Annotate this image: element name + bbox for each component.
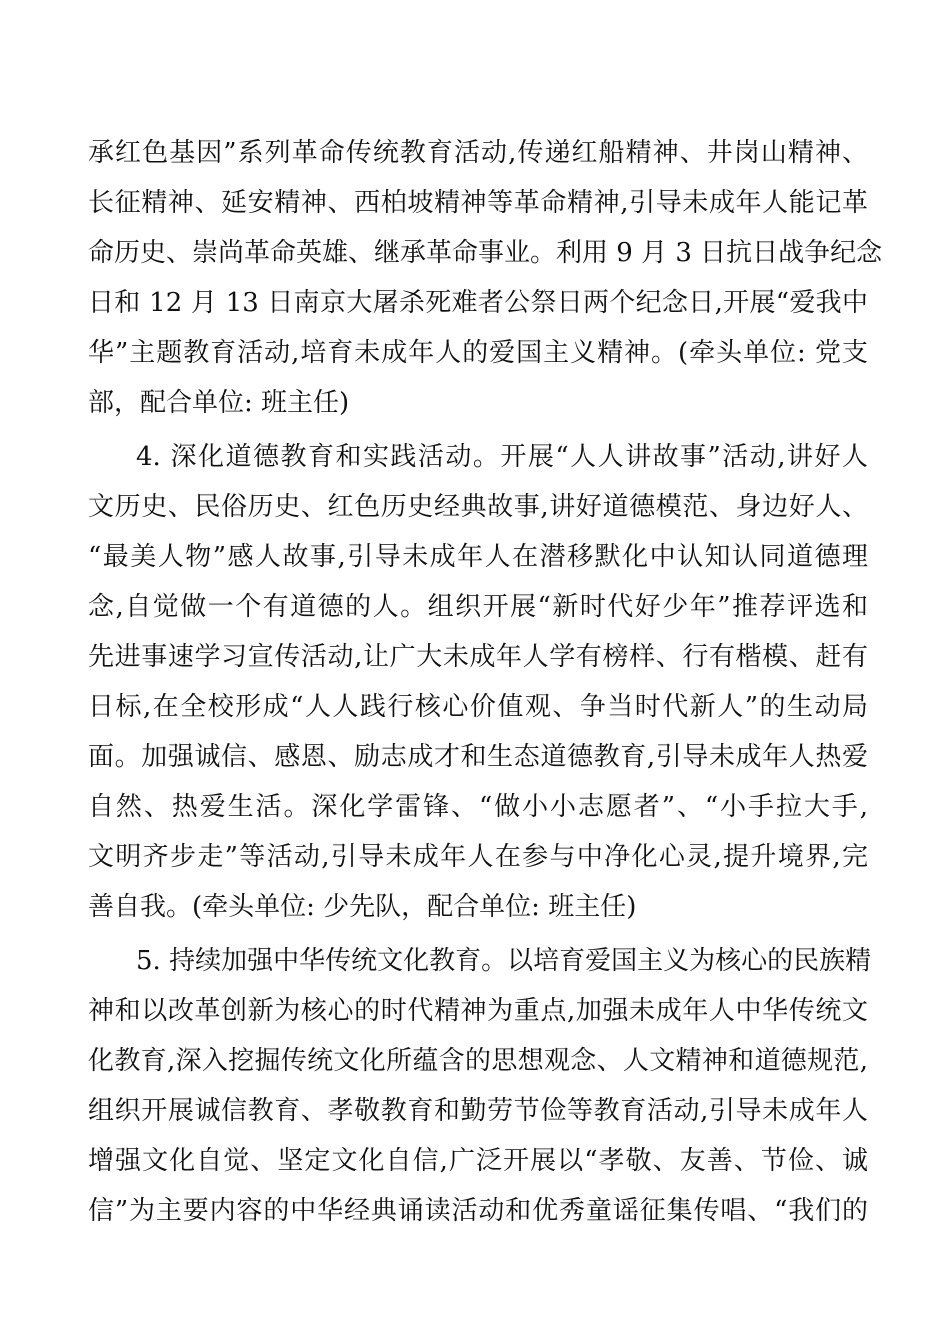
text-line: 部，配合单位: 班主任)	[88, 388, 350, 418]
text-line: 长征精神、延安精神、西柏坡精神等革命精神,引导未成年人能记革	[88, 188, 868, 218]
text-line: 华”主题教育活动,培育未成年人的爱国主义精神。(牵头单位: 党支	[88, 338, 868, 368]
text-line: 文明齐步走”等活动,引导未成年人在参与中净化心灵,提升境界,完	[88, 842, 868, 872]
text-line: 组织开展诚信教育、孝敬教育和勤劳节俭等教育活动,引导未成年人	[88, 1096, 868, 1126]
text-line: “最美人物”感人故事,引导未成年人在潜移默化中认知认同道德理	[88, 542, 868, 572]
text-line: 信”为主要内容的中华经典诵读活动和优秀童谣征集传唱、“我们的	[88, 1196, 868, 1226]
text-line: 化教育,深入挖掘传统文化所蕴含的思想观念、人文精神和道德规范,	[88, 1046, 868, 1076]
text-line: 神和以改革创新为核心的时代精神为重点,加强未成年人中华传统文	[88, 996, 868, 1026]
text-line: 日和 12 月 13 日南京大屠杀死难者公祭日两个纪念日,开展“爱我中	[88, 288, 868, 318]
text-line: 念,自觉做一个有道德的人。组织开展“新时代好少年”推荐评选和	[88, 592, 868, 622]
text-line: 日标,在全校形成“人人践行核心价值观、争当时代新人”的生动局	[88, 692, 868, 722]
text-line: 面。加强诚信、感恩、励志成才和生态道德教育,引导未成年人热爱	[88, 742, 868, 772]
text-line: 先进事速学习宣传活动,让广大未成年人学有榜样、行有楷模、赶有	[88, 642, 868, 672]
text-line: 善自我。(牵头单位: 少先队，配合单位: 班主任)	[88, 892, 637, 922]
text-line: 文历史、民俗历史、红色历史经典故事,讲好道德模范、身边好人、	[88, 492, 868, 522]
text-line: 命历史、崇尚革命英雄、继承革命事业。利用 9 月 3 日抗日战争纪念	[88, 238, 883, 268]
text-line: 增强文化自觉、坚定文化自信,广泛开展以“孝敬、友善、节俭、诚	[88, 1146, 868, 1176]
text-line: 4. 深化道德教育和实践活动。开展“人人讲故事”活动,讲好人	[136, 442, 868, 472]
text-line: 承红色基因”系列革命传统教育活动,传递红船精神、井岗山精神、	[88, 138, 868, 168]
text-line: 5. 持续加强中华传统文化教育。以培育爱国主义为核心的民族精	[136, 946, 872, 976]
text-line: 自然、热爱生活。深化学雷锋、“做小小志愿者”、“小手拉大手,	[88, 792, 868, 822]
